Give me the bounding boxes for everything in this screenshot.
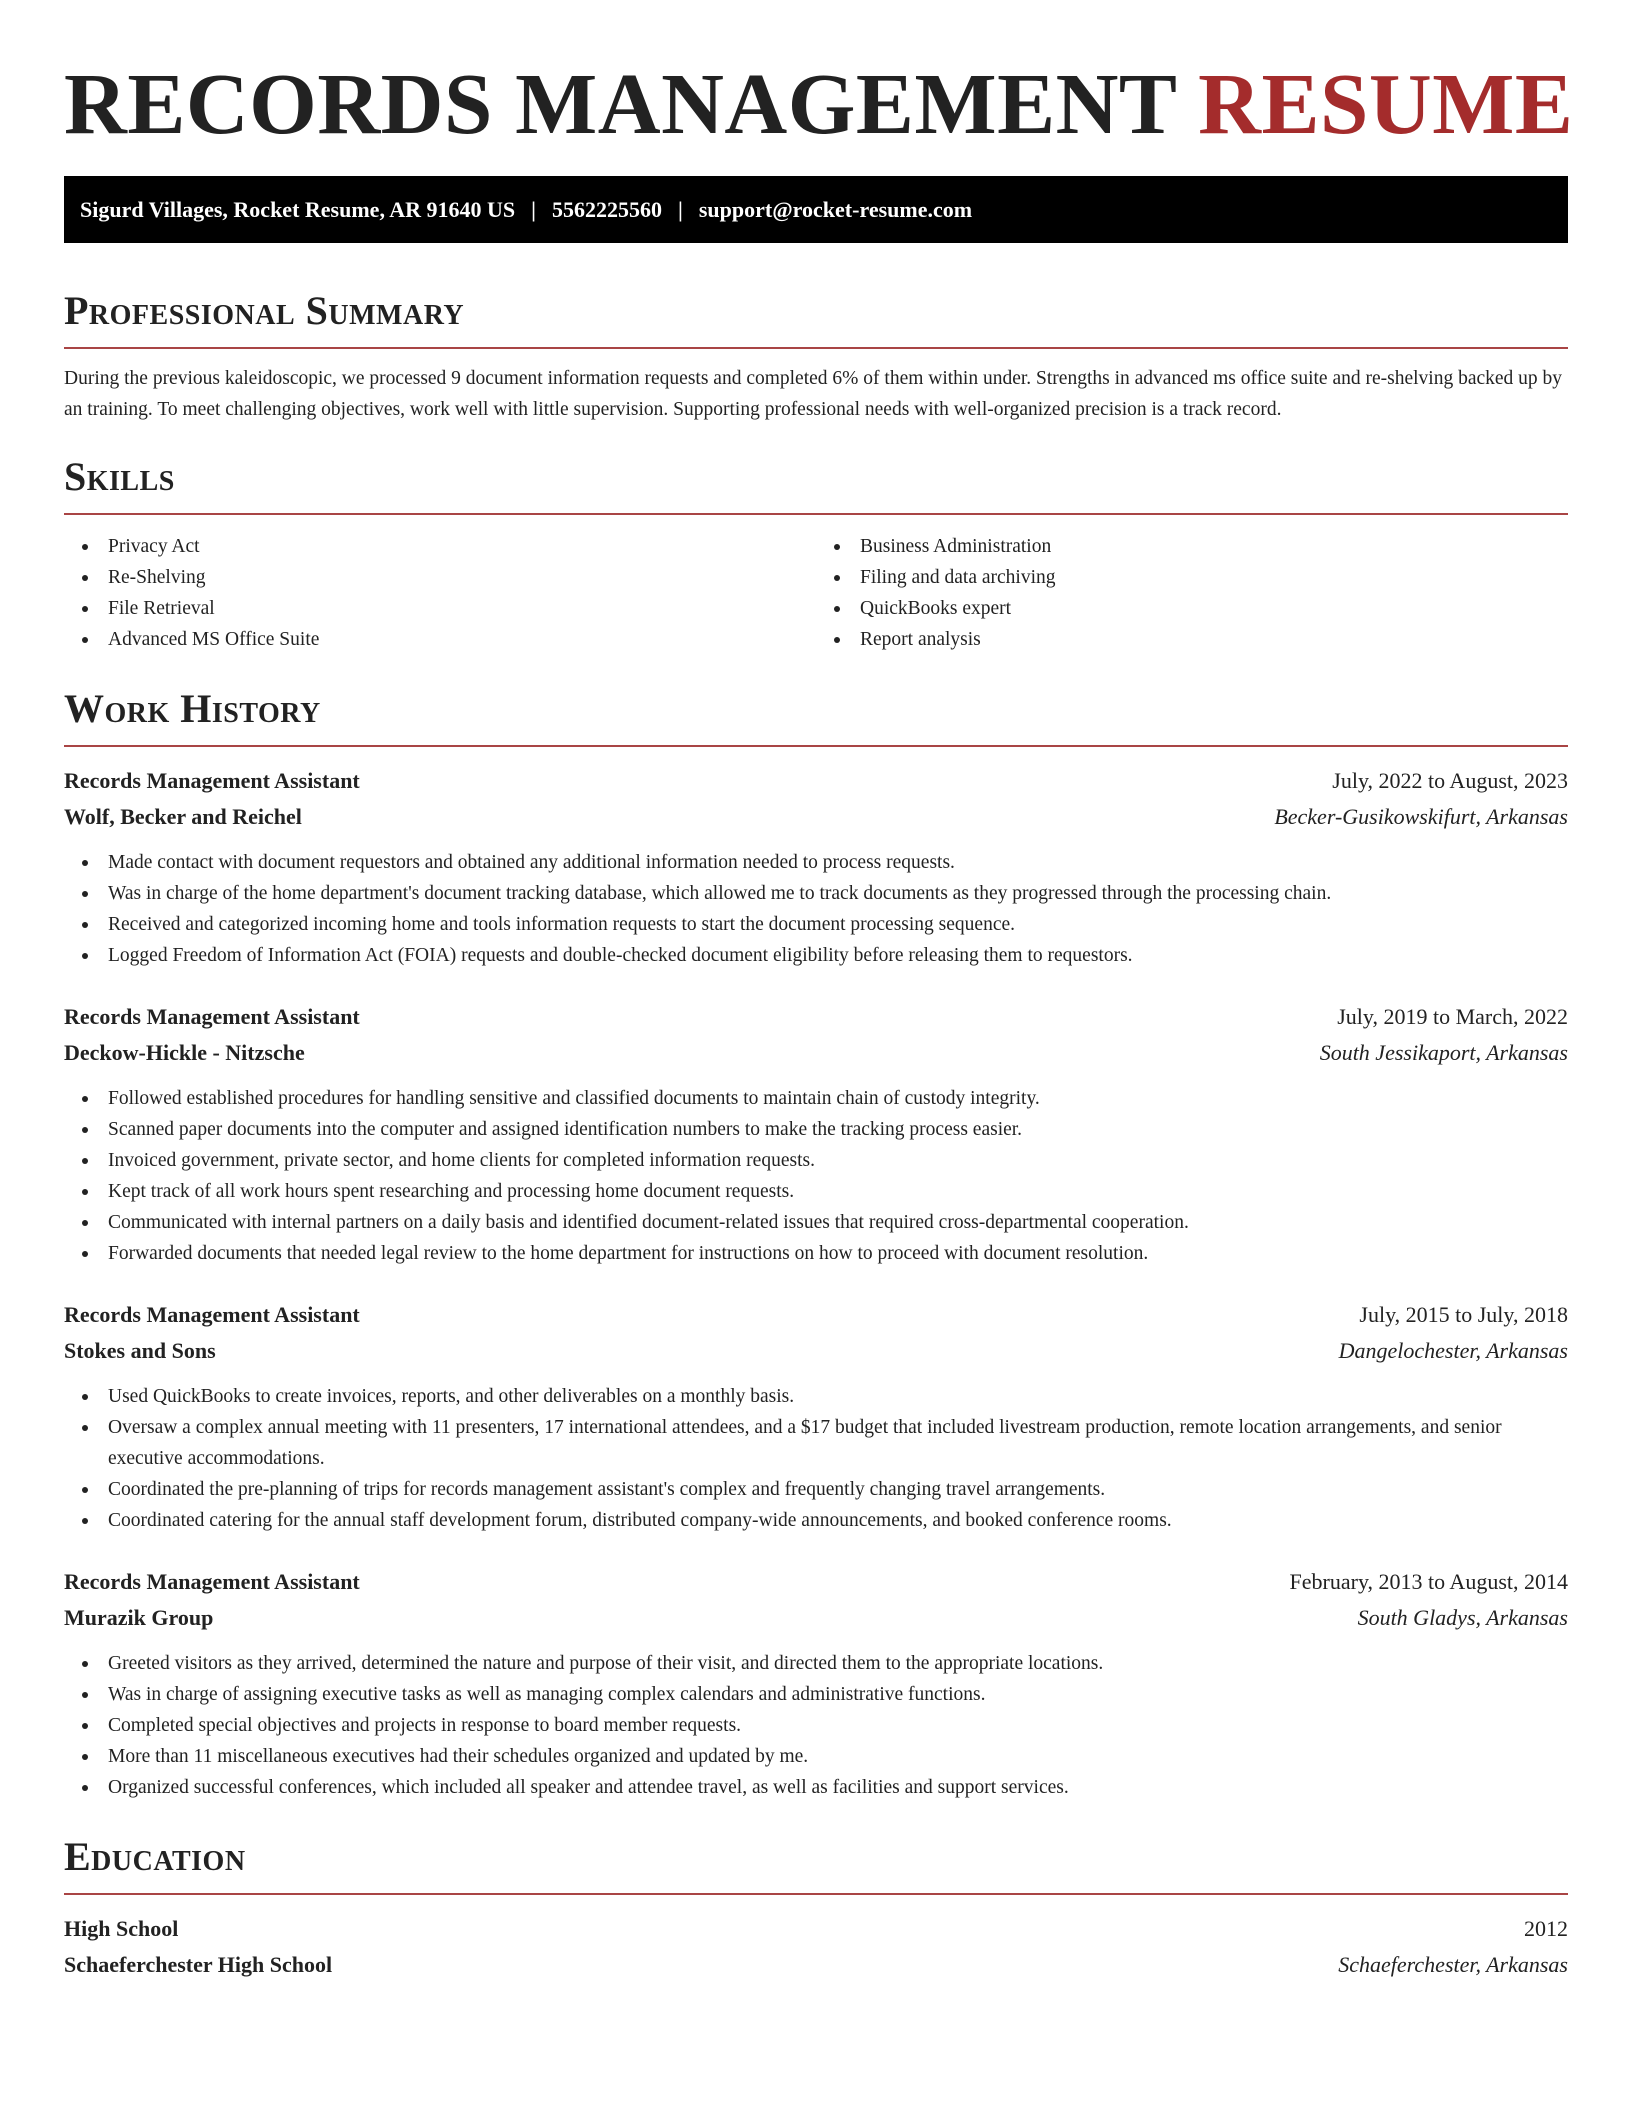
job-bullet: Kept track of all work hours spent researching and processing home document requests. [64, 1176, 1568, 1207]
job-entry [64, 999, 1568, 1269]
job-entry [64, 1564, 1568, 1803]
title-accent: RESUME [1198, 55, 1574, 152]
job-title: Records Management Assistant [64, 1302, 360, 1327]
section-divider [64, 347, 1568, 349]
job-dates: July, 2022 to August, 2023 [1332, 768, 1568, 793]
job-company: Deckow-Hickle - Nitzsche [64, 1040, 305, 1065]
job-bullet: Was in charge of the home department's document tracking database, which allowed me to track documents as they progressed through the processing chain. [64, 878, 1568, 909]
job-bullet: Greeted visitors as they arrived, determined the nature and purpose of their visit, and directed them to the appropriate locations. [64, 1648, 1568, 1679]
job-bullet: Received and categorized incoming home and tools information requests to start the document processing sequence. [64, 909, 1568, 940]
section-divider [64, 1893, 1568, 1895]
education-degree: High School [64, 1916, 179, 1941]
job-company: Murazik Group [64, 1605, 214, 1630]
job-bullet: Completed special objectives and projects in response to board member requests. [64, 1710, 1568, 1741]
job-location: Becker-Gusikowskifurt, Arkansas [1274, 804, 1568, 829]
skills-list-right [816, 531, 1568, 655]
job-entry [64, 763, 1568, 971]
job-bullet: Coordinated catering for the annual staff development forum, distributed company-wide announcements, and booked conference rooms. [64, 1505, 1568, 1536]
job-bullet: Made contact with document requestors and obtained any additional information needed to process requests. [64, 847, 1568, 878]
job-bullets [64, 1083, 1568, 1269]
summary-heading: Professional Summary [64, 288, 465, 333]
job-title: Records Management Assistant [64, 1004, 360, 1029]
skills-grid [64, 531, 1568, 655]
section-divider [64, 745, 1568, 747]
job-company: Wolf, Becker and Reichel [64, 804, 302, 829]
job-bullet: Forwarded documents that needed legal review to the home department for instructions on how to proceed with document resolution. [64, 1238, 1568, 1269]
skill-item: File Retrieval [64, 593, 816, 624]
skill-item: Report analysis [816, 624, 1568, 655]
job-dates: July, 2019 to March, 2022 [1337, 1004, 1568, 1029]
job-company: Stokes and Sons [64, 1338, 216, 1363]
job-bullet: Communicated with internal partners on a daily basis and identified document-related issues that required cross-departmental cooperation. [64, 1207, 1568, 1238]
job-location: Dangelochester, Arkansas [1338, 1338, 1568, 1363]
education-school: Schaeferchester High School [64, 1952, 333, 1977]
job-bullet: Oversaw a complex annual meeting with 11 presenters, 17 international attendees, and a $17 budget that included livestream production, remote location arrangements, and senior executive accommodations. [64, 1412, 1568, 1474]
skill-item: Re-Shelving [64, 562, 816, 593]
job-bullet: Followed established procedures for handling sensitive and classified documents to maintain chain of custody integrity. [64, 1083, 1568, 1114]
education-heading: Education [64, 1834, 246, 1879]
job-bullets [64, 1381, 1568, 1536]
section-divider [64, 513, 1568, 515]
job-title: Records Management Assistant [64, 1569, 360, 1594]
skill-item: Privacy Act [64, 531, 816, 562]
education-year: 2012 [1524, 1916, 1568, 1941]
job-bullet: Organized successful conferences, which included all speaker and attendee travel, as well as facilities and support services. [64, 1772, 1568, 1803]
skill-item: Advanced MS Office Suite [64, 624, 816, 655]
skill-item: Filing and data archiving [816, 562, 1568, 593]
job-bullet: Was in charge of assigning executive tasks as well as managing complex calendars and administrative functions. [64, 1679, 1568, 1710]
job-location: South Gladys, Arkansas [1357, 1605, 1568, 1630]
job-bullet: More than 11 miscellaneous executives had their schedules organized and updated by me. [64, 1741, 1568, 1772]
job-dates: July, 2015 to July, 2018 [1359, 1302, 1568, 1327]
job-bullet: Scanned paper documents into the computer and assigned identification numbers to make the tracking process easier. [64, 1114, 1568, 1145]
contact-address: Sigurd Villages, Rocket Resume, AR 91640 US [80, 196, 516, 222]
job-bullet: Invoiced government, private sector, and home clients for completed information requests. [64, 1145, 1568, 1176]
job-location: South Jessikaport, Arkansas [1319, 1040, 1568, 1065]
contact-email: support@rocket-resume.com [698, 196, 973, 222]
contact-bar [64, 176, 1568, 243]
job-title: Records Management Assistant [64, 768, 360, 793]
work-history-heading: Work History [64, 686, 321, 731]
job-bullets [64, 1648, 1568, 1803]
title-main: RECORDS MANAGEMENT [64, 55, 1176, 152]
job-bullet: Coordinated the pre-planning of trips for records management assistant's complex and frequently changing travel arrangements. [64, 1474, 1568, 1505]
skill-item: QuickBooks expert [816, 593, 1568, 624]
job-bullet: Logged Freedom of Information Act (FOIA) requests and double-checked document eligibility before releasing them to requestors. [64, 940, 1568, 971]
contact-separator: | [677, 196, 683, 222]
skills-heading: Skills [64, 454, 175, 499]
contact-separator: | [531, 196, 536, 222]
contact-phone: 5562225560 [551, 196, 662, 222]
resume-title [64, 54, 1574, 154]
job-bullets [64, 847, 1568, 971]
education-entry [64, 1911, 1568, 1983]
job-bullet: Used QuickBooks to create invoices, reports, and other deliverables on a monthly basis. [64, 1381, 1568, 1412]
skills-list-left [64, 531, 816, 655]
summary-text: During the previous kaleidoscopic, we processed 9 document information requests and completed 6% of them within under. Strengths in advanced ms office suite and re-shelving backed up by an training. To meet challenging objectives, work well with little supervision. Supporting professional needs with well-organized precision is a track record. [64, 368, 1563, 420]
job-entry [64, 1297, 1568, 1536]
skill-item: Business Administration [816, 531, 1568, 562]
education-location: Schaeferchester, Arkansas [1338, 1952, 1568, 1977]
job-dates: February, 2013 to August, 2014 [1289, 1569, 1568, 1594]
